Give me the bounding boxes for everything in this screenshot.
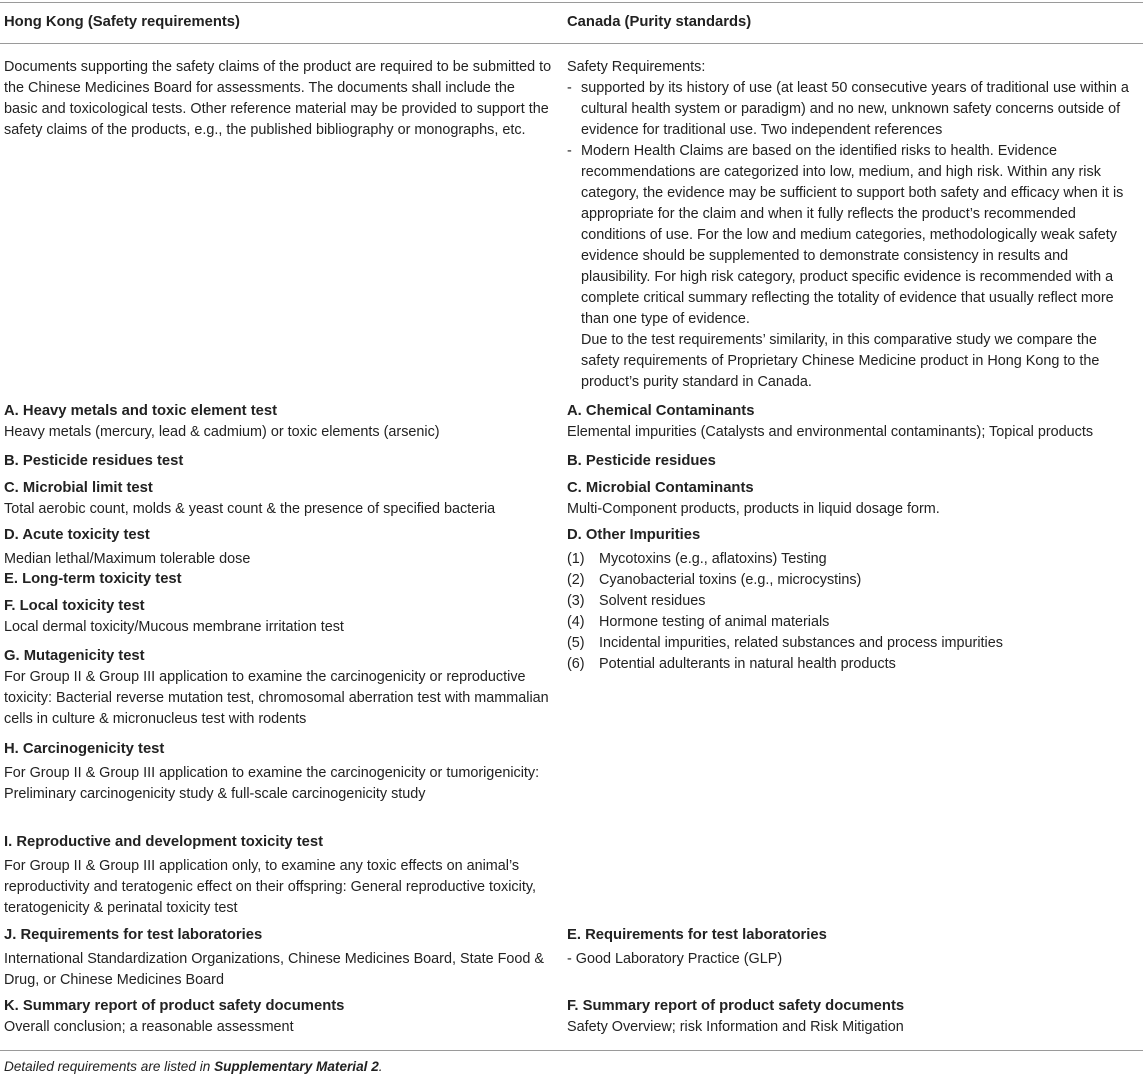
section-text: Total aerobic count, molds & yeast count & the presence of specified bacteria: [4, 501, 496, 517]
section-text: Overall conclusion; a reasonable assessment: [4, 1019, 294, 1035]
list-item: [567, 612, 1139, 633]
list-item: [567, 549, 1139, 570]
footnote-suffix: .: [378, 1059, 383, 1074]
ca-section-b: [567, 451, 1139, 472]
list-item: [567, 633, 1139, 654]
ca-intro-block: [567, 57, 1139, 393]
hk-section-d: [4, 525, 552, 570]
section-title: E. Requirements for test laboratories: [567, 927, 827, 943]
footnote-prefix: Detailed requirements are listed in: [4, 1059, 215, 1074]
section-text: - Good Laboratory Practice (GLP): [567, 951, 783, 967]
ca-intro-bullet-text: Modern Health Claims are based on the identified risks to health. Evidence recommendations are categorized into low, medium, and high risk. Within any risk category, the evidence may be sufficient to support both safety and efficacy when it is appropriate for the claim and when it fully reflects the product’s recommended conditions of use. For the low and medium categories, methodologically weak safety evidence should be supplemented to demonstrate consistency in results and plausibility. For high risk category, product specific evidence is recommended with a complete critical summary reflecting the totality of evidence that usually reflect more than one type of evidence.: [581, 143, 1124, 327]
ca-intro-bullet: [567, 141, 1139, 330]
section-text: Safety Overview; risk Information and Risk Mitigation: [567, 1019, 904, 1035]
section-title: A. Chemical Contaminants: [567, 403, 755, 419]
hk-section-f: [4, 596, 552, 638]
list-number: (3): [567, 593, 585, 609]
hk-section-j: [4, 925, 552, 991]
ca-section-e: [567, 925, 1139, 970]
section-text: For Group II & Group III application to examine the carcinogenicity or reproductive toxicity: Bacterial reverse mutation test, chromosomal aberration test with mammalian cells in culture & micronucleus test with rodents: [4, 669, 549, 727]
supplementary-material-link: Supplementary Material 2: [214, 1059, 379, 1074]
hk-section-c: [4, 478, 552, 520]
list-number: (2): [567, 572, 585, 588]
section-text: Heavy metals (mercury, lead & cadmium) or toxic elements (arsenic): [4, 424, 440, 440]
ca-section-a: [567, 401, 1139, 443]
ca-intro-bullet-text: supported by its history of use (at least 50 consecutive years of traditional use within a cultural health system or paradigm) and no new, unknown safety concerns outside of evidence for traditional use. Two independent references: [581, 80, 1129, 138]
list-item-text: Cyanobacterial toxins (e.g., microcystins): [599, 572, 862, 588]
list-number: (1): [567, 551, 585, 567]
section-title: B. Pesticide residues: [567, 453, 716, 469]
bullet-marker: -: [567, 143, 572, 159]
section-title: D. Acute toxicity test: [4, 527, 150, 543]
hk-section-g: [4, 646, 552, 730]
ca-intro-note: Due to the test requirements’ similarity, in this comparative study we compare the safety requirements of Proprietary Chinese Medicine product in Hong Kong to the product’s purity standard in Canada.: [581, 332, 1100, 390]
section-title: H. Carcinogenicity test: [4, 741, 165, 757]
section-title: I. Reproductive and development toxicity test: [4, 834, 324, 850]
section-title: F. Local toxicity test: [4, 598, 145, 614]
list-item-text: Potential adulterants in natural health products: [599, 656, 896, 672]
numbered-list: [567, 549, 1139, 675]
section-title: E. Long-term toxicity test: [4, 571, 182, 587]
list-item: [567, 654, 1139, 675]
section-title: G. Mutagenicity test: [4, 648, 145, 664]
list-item: [567, 570, 1139, 591]
section-title: D. Other Impurities: [567, 527, 701, 543]
table-footnote: [4, 1057, 383, 1077]
hk-intro-paragraph: Documents supporting the safety claims of the product are required to be submitted to the Chinese Medicines Board for assessments. The documents shall include the basic and toxicological tests. Other reference material may be provided to support the safety claims of the products, e.g., the published bibliography or monographs, etc.: [4, 59, 552, 138]
hk-section-k: [4, 996, 552, 1038]
list-number: (5): [567, 635, 585, 651]
list-item: [567, 591, 1139, 612]
hk-section-i: [4, 832, 552, 919]
header-rule: [0, 43, 1143, 44]
section-text: For Group II & Group III application only, to examine any toxic effects on animal’s reproductivity and teratogenic effect on their offspring: General reproductive toxicity, teratogenicity & perinatal toxicity test: [4, 858, 536, 916]
header-canada: Canada (Purity standards): [567, 14, 752, 30]
list-number: (4): [567, 614, 585, 630]
list-item-text: Solvent residues: [599, 593, 706, 609]
section-text: Multi-Component products, products in liquid dosage form.: [567, 501, 940, 517]
ca-section-c: [567, 478, 1139, 520]
table-bottom-rule: [0, 1050, 1143, 1051]
ca-intro-label: Safety Requirements:: [567, 59, 706, 75]
section-text: For Group II & Group III application to examine the carcinogenicity or tumorigenicity: Preliminary carcinogenicity study & full-scale carcinogenicity study: [4, 765, 540, 802]
hk-section-b: [4, 451, 552, 472]
section-text: International Standardization Organizations, Chinese Medicines Board, State Food & Drug, or Chinese Medicines Board: [4, 951, 544, 988]
table-top-rule: [0, 2, 1143, 3]
section-title: C. Microbial limit test: [4, 480, 153, 496]
section-title: K. Summary report of product safety documents: [4, 998, 345, 1014]
hk-section-h: [4, 739, 552, 805]
section-text: Elemental impurities (Catalysts and environmental contaminants); Topical products: [567, 424, 1094, 440]
section-title: J. Requirements for test laboratories: [4, 927, 263, 943]
section-title: F. Summary report of product safety documents: [567, 998, 905, 1014]
list-item-text: Incidental impurities, related substances and process impurities: [599, 635, 1003, 651]
section-text: Median lethal/Maximum tolerable dose: [4, 551, 251, 567]
list-number: (6): [567, 656, 585, 672]
section-title: A. Heavy metals and toxic element test: [4, 403, 278, 419]
section-title: C. Microbial Contaminants: [567, 480, 754, 496]
section-text: Local dermal toxicity/Mucous membrane irritation test: [4, 619, 344, 635]
ca-section-f: [567, 996, 1139, 1038]
bullet-marker: -: [567, 80, 572, 96]
list-item-text: Mycotoxins (e.g., aflatoxins) Testing: [599, 551, 827, 567]
section-title: B. Pesticide residues test: [4, 453, 184, 469]
ca-intro-bullet: [567, 78, 1139, 141]
hk-section-a: [4, 401, 552, 443]
hk-section-e: [4, 569, 552, 590]
list-item-text: Hormone testing of animal materials: [599, 614, 830, 630]
ca-section-d: [567, 525, 1139, 675]
header-hong-kong: Hong Kong (Safety requirements): [4, 14, 240, 30]
